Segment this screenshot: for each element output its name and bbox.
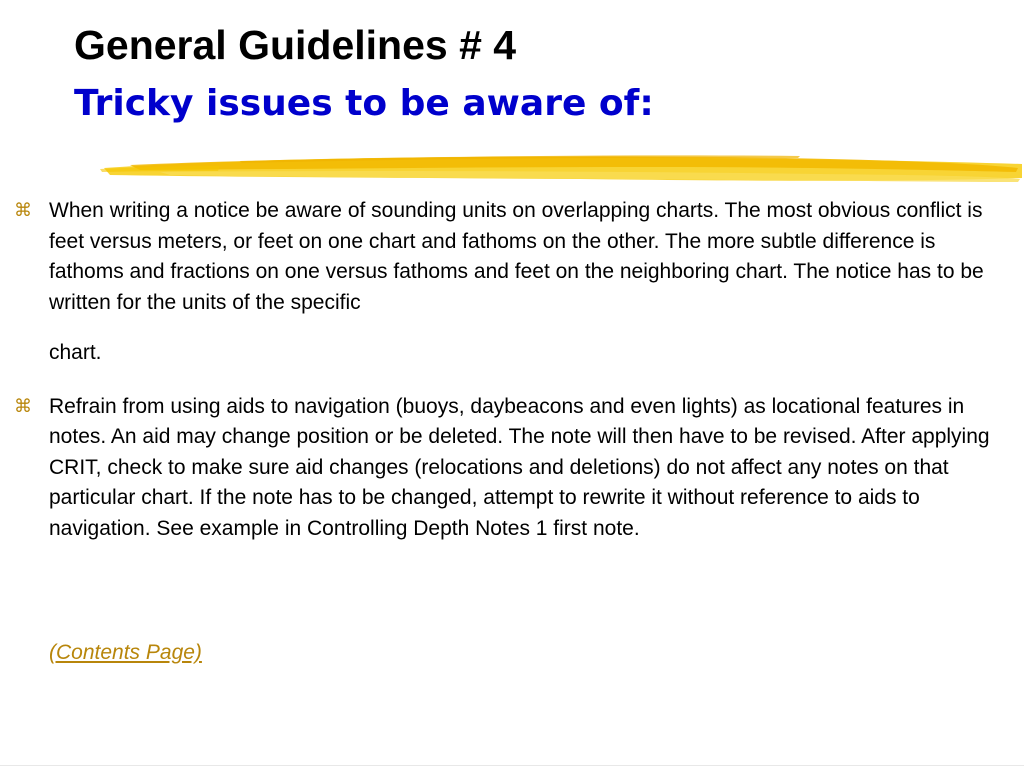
bullet-text: When writing a notice be aware of sounding units on overlapping charts. The most obvious conflict is feet versus meters, or feet on one chart and fathoms on the other. The more subtle difference is fathoms and fractions on one versus fathoms and feet on the neighboring chart. The notice has to be written for the units of the specific [49, 199, 984, 314]
contents-page-link[interactable]: (Contents Page) [49, 641, 202, 664]
command-key-icon: ⌘ [14, 395, 32, 417]
bullet-item-units [14, 196, 1014, 369]
slide-subtitle: Tricky issues to be aware of: [74, 83, 654, 124]
bullet-text: Refrain from using aids to navigation (buoys, daybeacons and even lights) as locational features in notes. An aid may change position or be deleted. The note will then have to be revised. After applying CRIT, check to make sure aid changes (relocations and deletions) do not affect any notes on that particular chart. If the note has to be changed, attempt to rewrite it without reference to aids to navigation. See example in Controlling Depth Notes 1 first note. [49, 394, 990, 540]
command-key-icon: ⌘ [14, 200, 32, 221]
bullet-item-aids [14, 392, 1014, 545]
bottom-divider [0, 765, 1024, 766]
yellow-brush-stroke-divider [100, 148, 1024, 188]
bullet-list [14, 196, 1014, 544]
slide-title: General Guidelines # 4 [74, 22, 517, 68]
bullet-text-tail: chart. [49, 341, 102, 364]
